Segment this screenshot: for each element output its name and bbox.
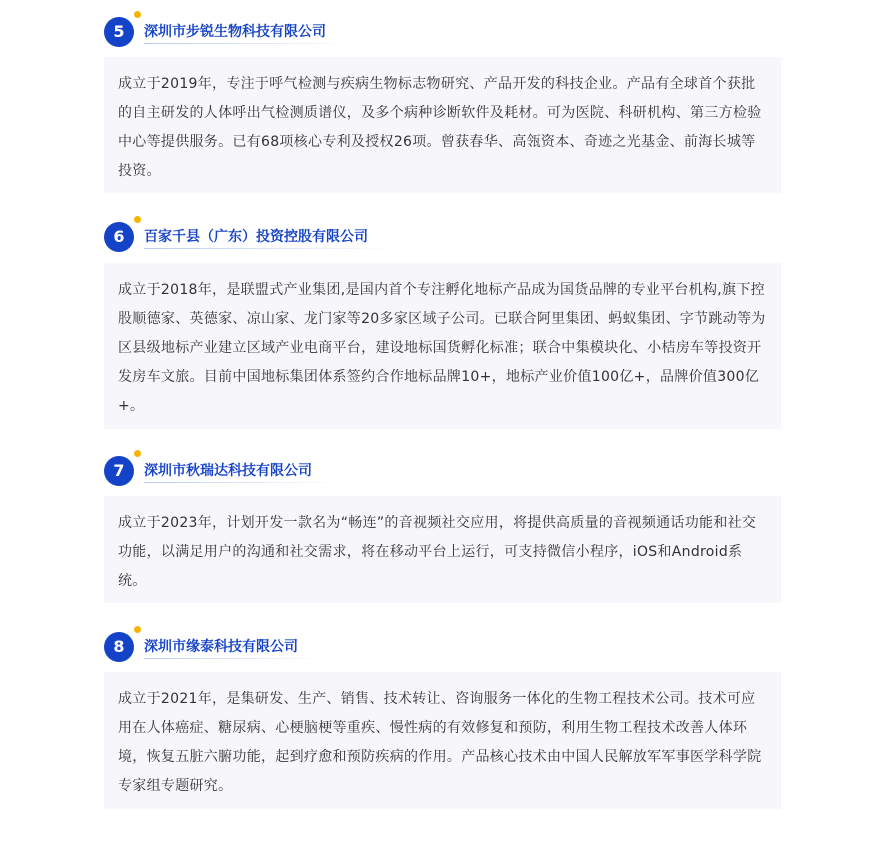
title-underline	[144, 43, 352, 44]
section-number-badge: 6	[104, 222, 134, 252]
company-section-8	[104, 632, 781, 794]
section-number-badge: 5	[104, 17, 134, 47]
company-description: 成立于2019年，专注于呼气检测与疾病生物标志物研究、产品开发的科技企业。产品有全球首个获批的自主研发的人体呼出气检测质谱仪，及多个病种诊断软件及耗材。可为医院、科研机构、第三方检验中心等提供服务。已有68项核心专利及授权26项。曾获春华、高瓴资本、奇迹之光基金、前海长城等投资。	[104, 57, 781, 193]
title-underline	[144, 658, 324, 659]
accent-dot-icon	[134, 626, 141, 633]
accent-dot-icon	[134, 216, 141, 223]
company-name: 深圳市步锐生物科技有限公司	[144, 24, 326, 40]
company-name: 百家千县（广东）投资控股有限公司	[144, 229, 368, 245]
company-description: 成立于2023年，计划开发一款名为“畅连”的音视频社交应用，将提供高质量的音视频通话功能和社交功能，以满足用户的沟通和社交需求，将在移动平台上运行，可支持微信小程序，iOS和Android系统。	[104, 496, 781, 603]
company-name: 深圳市秋瑞达科技有限公司	[144, 463, 312, 479]
accent-dot-icon	[134, 450, 141, 457]
company-section-6	[104, 222, 781, 414]
section-heading	[104, 456, 781, 488]
section-number-badge: 7	[104, 456, 134, 486]
section-heading	[104, 632, 781, 664]
accent-dot-icon	[134, 11, 141, 18]
company-description: 成立于2018年，是联盟式产业集团,是国内首个专注孵化地标产品成为国货品牌的专业平台机构,旗下控股顺德家、英德家、凉山家、龙门家等20多家区域子公司。已联合阿里集团、蚂蚁集团、字节跳动等为区县级地标产业建立区域产业电商平台，建设地标国货孵化标准；联合中集模块化、小桔房车等投资开发房车文旅。目前中国地标集团体系签约合作地标品牌10+，地标产业价值100亿+，品牌价值300亿+。	[104, 263, 781, 429]
section-heading	[104, 222, 781, 254]
company-section-5	[104, 17, 781, 179]
title-underline	[144, 248, 399, 249]
company-name: 深圳市缘泰科技有限公司	[144, 639, 298, 655]
company-description: 成立于2021年，是集研发、生产、销售、技术转让、咨询服务一体化的生物工程技术公司。技术可应用在人体癌症、糖尿病、心梗脑梗等重疾、慢性病的有效修复和预防，利用生物工程技术改善人体环境，恢复五脏六腑功能，起到疗愈和预防疾病的作用。产品核心技术由中国人民解放军军事医学科学院专家组专题研究。	[104, 672, 781, 809]
title-underline	[144, 482, 338, 483]
company-section-7	[104, 456, 781, 589]
section-number-badge: 8	[104, 632, 134, 662]
section-heading	[104, 17, 781, 49]
